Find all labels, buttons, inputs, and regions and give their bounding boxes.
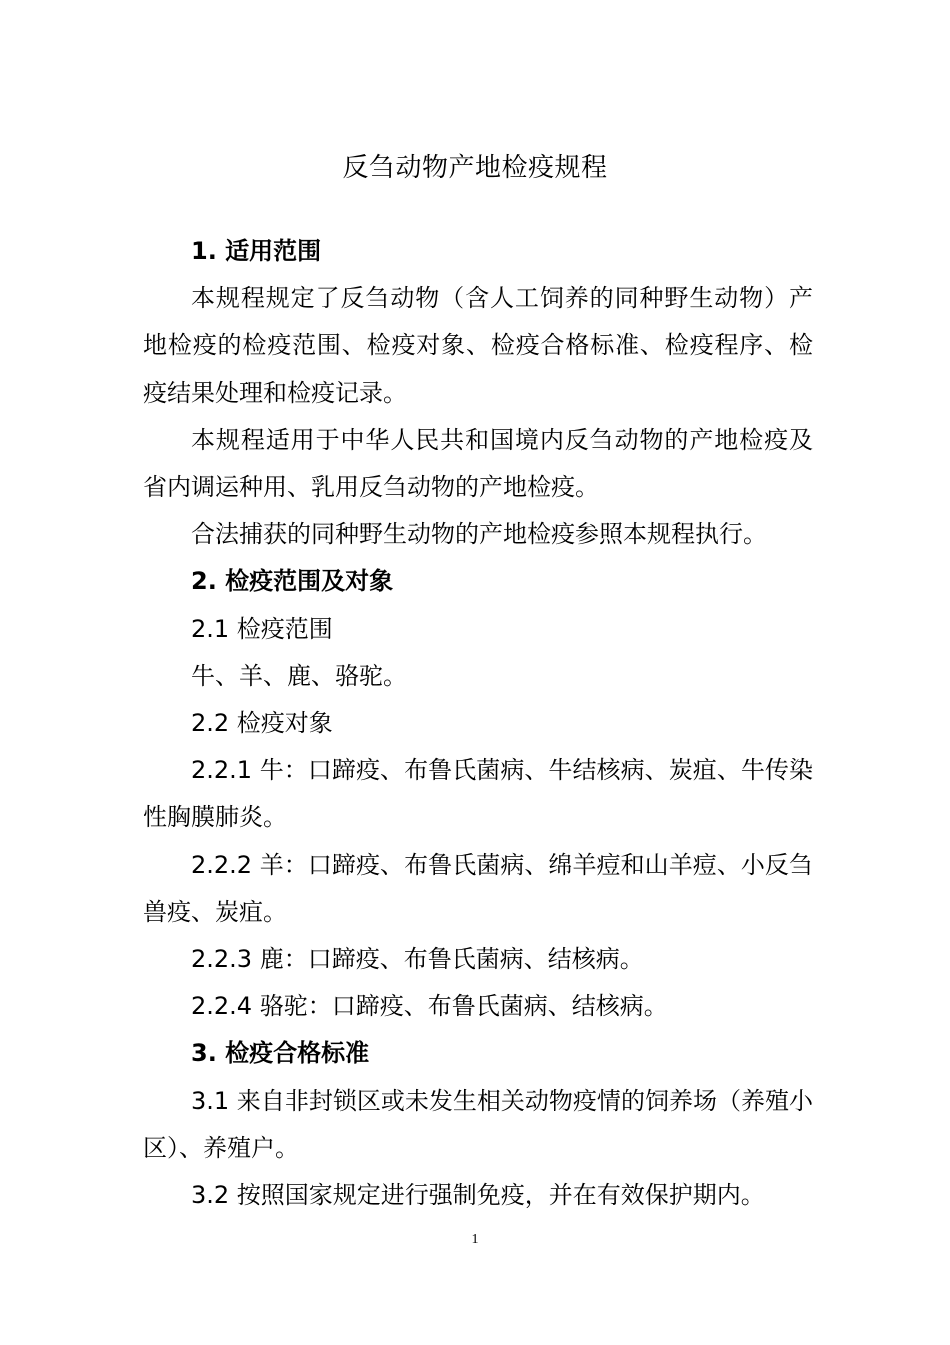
paragraph-wild-animals: 合法捕获的同种野生动物的产地检疫参照本规程执行。 — [191, 520, 767, 549]
paragraph-animal-list: 牛、羊、鹿、骆驼。 — [191, 661, 407, 690]
subsection-heading-objects: 2.2 检疫对象 — [191, 709, 333, 738]
paragraph-camel-diseases: 2.2.4 骆驼：口蹄疫、布鲁氏菌病、结核病。 — [191, 992, 668, 1021]
paragraph-cattle-diseases: 2.2.1 牛：口蹄疫、布鲁氏菌病、牛结核病、炭疽、牛传染性胸膜肺炎。 — [143, 756, 813, 832]
section-heading-range-objects: 2. 检疫范围及对象 — [191, 567, 394, 596]
document-title: 反刍动物产地检疫规程 — [342, 153, 608, 183]
paragraph-sheep-diseases: 2.2.2 羊：口蹄疫、布鲁氏菌病、绵羊痘和山羊痘、小反刍兽疫、炭疽。 — [143, 850, 813, 926]
paragraph-scope-applicability: 本规程适用于中华人民共和国境内反刍动物的产地检疫及省内调运种用、乳用反刍动物的产地检疫。 — [143, 425, 813, 502]
page-number: 1 — [471, 1232, 479, 1247]
section-heading-standards: 3. 检疫合格标准 — [191, 1039, 370, 1068]
paragraph-scope-definition: 本规程规定了反刍动物（含人工饲养的同种野生动物）产地检疫的检疫范围、检疫对象、检疫合格标准、检疫程序、检疫结果处理和检疫记录。 — [143, 284, 813, 407]
paragraph-standard-origin: 3.1 来自非封锁区或未发生相关动物疫情的饲养场（养殖小区）、养殖户。 — [143, 1086, 813, 1162]
subsection-heading-range: 2.1 检疫范围 — [191, 614, 333, 643]
section-heading-scope: 1. 适用范围 — [191, 237, 322, 265]
paragraph-deer-diseases: 2.2.3 鹿：口蹄疫、布鲁氏菌病、结核病。 — [191, 945, 644, 974]
document-body — [143, 228, 813, 1219]
paragraph-standard-immunization: 3.2 按照国家规定进行强制免疫，并在有效保护期内。 — [191, 1181, 765, 1210]
